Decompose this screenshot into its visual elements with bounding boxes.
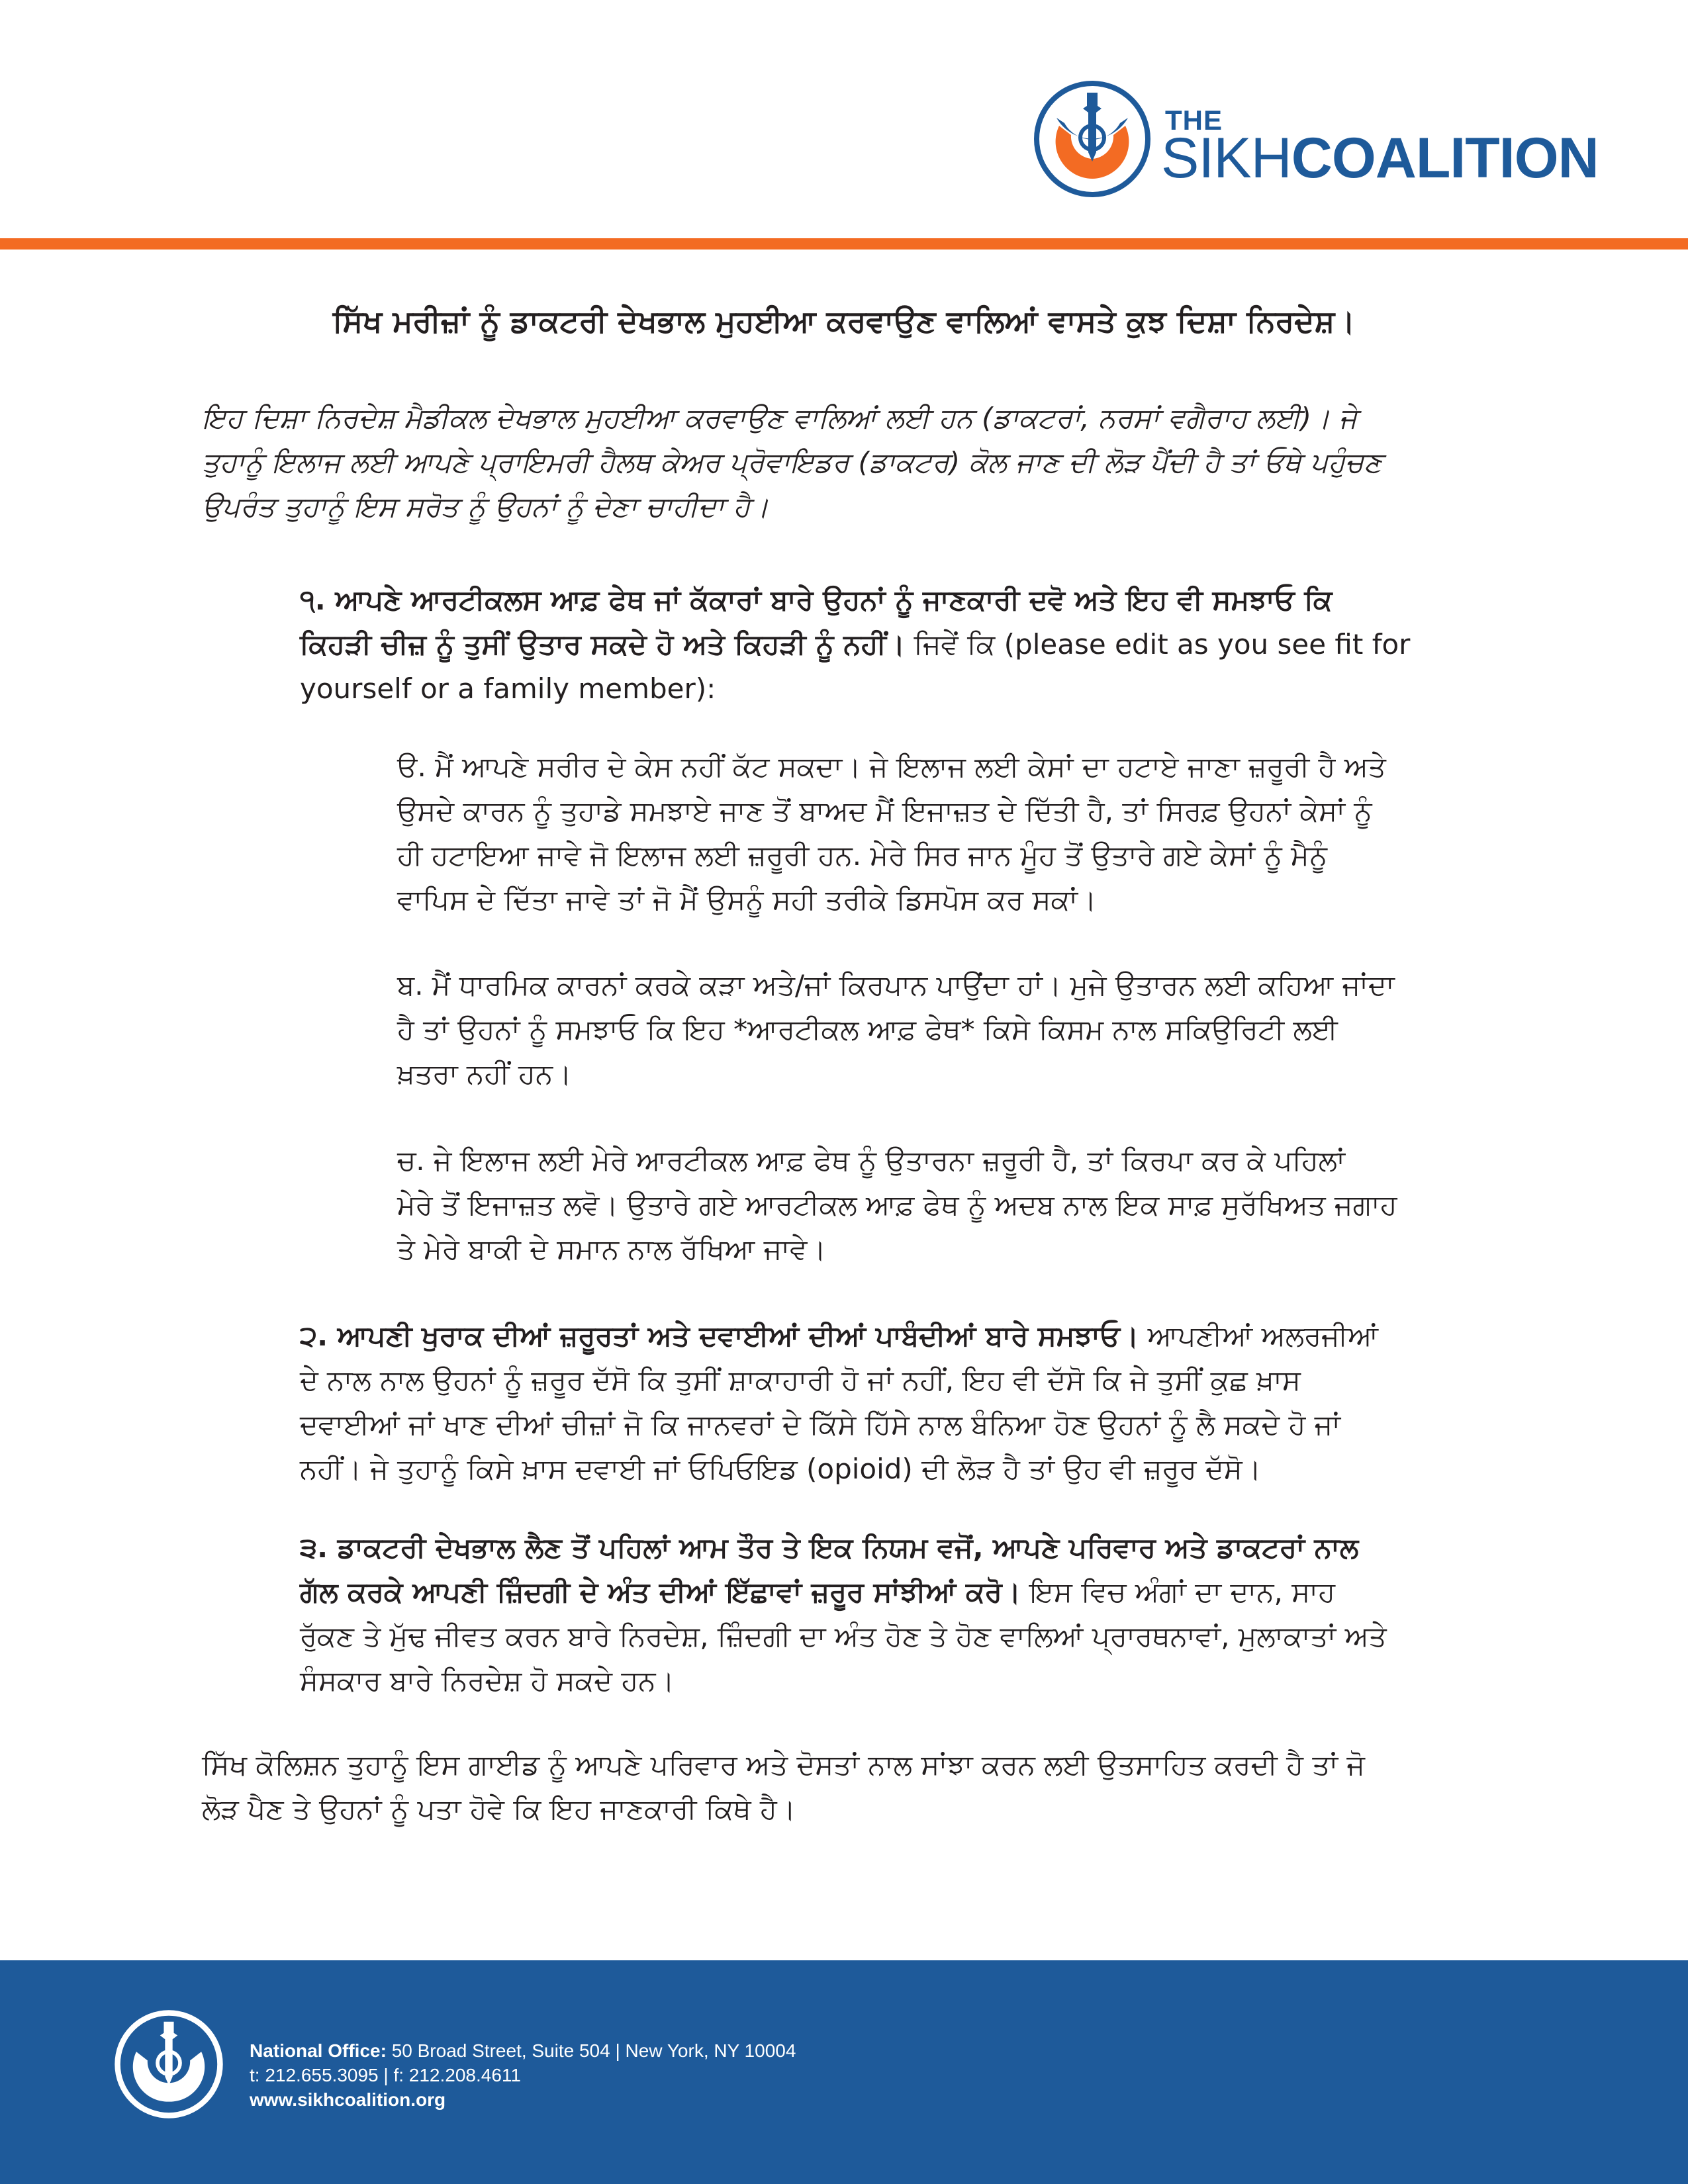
- guideline-2-line: ਨਹੀਂ। ਜੇ ਤੁਹਾਨੂੰ ਕਿਸੇ ਖ਼ਾਸ ਦਵਾਈ ਜਾਂ ਓਪਿਓਇਡ (opioid) ਦੀ ਲੋੜ ਹੈ ਤਾਂ ਉਹ ਵੀ ਜ਼ਰੂਰ ਦੱਸੋ।: [300, 1453, 1262, 1485]
- intro-line: ਉਪਰੰਤ ਤੁਹਾਨੂੰ ਇਸ ਸਰੋਤ ਨੂੰ ਉਹਨਾਂ ਨੂੰ ਦੇਣਾ ਚਾਹੀਦਾ ਹੈ।: [202, 490, 769, 523]
- intro-line: ਤੁਹਾਨੂੰ ਇਲਾਜ ਲਈ ਆਪਣੇ ਪ੍ਰਾਇਮਰੀ ਹੈਲਥ ਕੇਅਰ ਪ੍ਰੋਵਾਇਡਰ (ਡਾਕਟਰ) ਕੋਲ ਜਾਣ ਦੀ ਲੋੜ ਪੈਂਦੀ ਹੈ ਤਾਂ ਓਥੇ ਪਹੁੰਚਣ: [202, 446, 1382, 478]
- guideline-1-subitem-c: [397, 1138, 1496, 1271]
- closing-line: ਲੋੜ ਪੈਣ ਤੇ ਉਹਨਾਂ ਨੂੰ ਪਤਾ ਹੋਵੇ ਕਿ ਇਹ ਜਾਣਕਾਰੀ ਕਿਥੇ ਹੈ।: [202, 1793, 796, 1825]
- guideline-3-line: ਸੰਸਕਾਰ ਬਾਰੇ ਨਿਰਦੇਸ਼ ਹੋ ਸਕਦੇ ਹਨ।: [300, 1664, 675, 1697]
- guideline-1-text: yourself or a family member):: [300, 672, 716, 705]
- website-link[interactable]: www.sikhcoalition.org: [250, 2089, 446, 2110]
- footer: [0, 1960, 1688, 2184]
- header-divider: [0, 238, 1688, 250]
- phone-fax: t: 212.655.3095 | f: 212.208.4611: [250, 2065, 521, 2085]
- subitem-line: ੳ. ਮੈਂ ਆਪਣੇ ਸਰੀਰ ਦੇ ਕੇਸ ਨਹੀਂ ਕੱਟ ਸਕਦਾ। ਜੇ ਇਲਾਜ ਲਈ ਕੇਸਾਂ ਦਾ ਹਟਾਏ ਜਾਣਾ ਜ਼ਰੂਰੀ ਹੈ ਅਤੇ: [397, 751, 1386, 783]
- guideline-2-text: ਆਪਣੀਆਂ ਅਲਰਜੀਆਂ: [1139, 1320, 1379, 1352]
- guideline-1-heading-end: ਕਿਹੜੀ ਚੀਜ਼ ਨੂੰ ਤੁਸੀਂ ਉਤਾਰ ਸਕਦੇ ਹੋ ਅਤੇ ਕਿਹੜੀ ਨੂੰ ਨਹੀਂ।: [300, 628, 906, 660]
- guideline-1-heading: ੧. ਆਪਣੇ ਆਰਟੀਕਲਸ ਆਫ਼ ਫੇਥ ਜਾਂ ਕੱਕਾਰਾਂ ਬਾਰੇ ਉਹਨਾਂ ਨੂੰ ਜਾਣਕਾਰੀ ਦਵੋ ਅਤੇ ਇਹ ਵੀ ਸਮਝਾਓ ਕਿ: [300, 584, 1333, 616]
- subitem-line: ਤੇ ਮੇਰੇ ਬਾਕੀ ਦੇ ਸਮਾਨ ਨਾਲ ਰੱਖਿਆ ਜਾਵੇ।: [397, 1233, 826, 1265]
- logo-the-text: THE: [1165, 105, 1223, 136]
- logo-coalition-text: COALITION: [1291, 126, 1599, 190]
- footer-contact: [250, 2038, 796, 2112]
- subitem-line: ਹੀ ਹਟਾਇਆ ਜਾਵੇ ਜੋ ਇਲਾਜ ਲਈ ਜ਼ਰੂਰੀ ਹਨ. ਮੇਰੇ ਸਿਰ ਜਾਨ ਮੂੰਹ ਤੋਂ ਉਤਾਰੇ ਗਏ ਕੇਸਾਂ ਨੂੰ ਮੈਨੂੰ: [397, 839, 1328, 872]
- guideline-3-heading-end: ਗੱਲ ਕਰਕੇ ਆਪਣੀ ਜ਼ਿੰਦਗੀ ਦੇ ਅੰਤ ਦੀਆਂ ਇੱਛਾਵਾਂ ਜ਼ਰੂਰ ਸਾਂਝੀਆਂ ਕਰੋ।: [300, 1576, 1021, 1608]
- closing-line: ਸਿੱਖ ਕੋਲਿਸ਼ਨ ਤੁਹਾਨੂੰ ਇਸ ਗਾਈਡ ਨੂੰ ਆਪਣੇ ਪਰਿਵਾਰ ਅਤੇ ਦੋਸਤਾਂ ਨਾਲ ਸਾਂਝਾ ਕਰਨ ਲਈ ਉਤਸਾਹਿਤ ਕਰਦੀ ਹੈ ਤਾਂ ਜੋ: [202, 1749, 1365, 1781]
- intro-line: ਇਹ ਦਿਸ਼ਾ ਨਿਰਦੇਸ਼ ਮੈਡੀਕਲ ਦੇਖਭਾਲ ਮੁਹਈਆ ਕਰਵਾਉਣ ਵਾਲਿਆਂ ਲਈ ਹਨ (ਡਾਕਟਰਾਂ, ਨਰਸਾਂ ਵਗੈਰਾਹ ਲਈ)। ਜੇ: [202, 402, 1358, 434]
- guideline-1-text: ਜਿਵੇਂ ਕਿ (please edit as you see fit for: [905, 628, 1411, 660]
- subitem-line: ਵਾਪਿਸ ਦੇ ਦਿੱਤਾ ਜਾਵੇ ਤਾਂ ਜੋ ਮੈਂ ਉਸਨੂੰ ਸਹੀ ਤਰੀਕੇ ਡਿਸਪੋਸ ਕਰ ਸਕਾਂ।: [397, 884, 1097, 916]
- guideline-3: [300, 1525, 1498, 1703]
- guideline-3-text: ਇਸ ਵਿਚ ਅੰਗਾਂ ਦਾ ਦਾਨ, ਸਾਹ: [1021, 1576, 1335, 1608]
- guideline-1-subitem-b: [397, 963, 1496, 1096]
- guideline-2-line: ਦੇ ਨਾਲ ਨਾਲ ਉਹਨਾਂ ਨੂੰ ਜ਼ਰੂਰ ਦੱਸੋ ਕਿ ਤੁਸੀਂ ਸ਼ਾਕਾਹਾਰੀ ਹੋ ਜਾਂ ਨਹੀਂ, ਇਹ ਵੀ ਦੱਸੋ ਕਿ ਜੇ ਤੁਸੀਂ ਕੁਛ ਖ਼ਾਸ: [300, 1364, 1301, 1396]
- logo-sikh-text: SIKH: [1161, 126, 1291, 190]
- sikh-coalition-logo: [1033, 79, 1599, 199]
- khanda-emblem-icon: [113, 2008, 225, 2120]
- guideline-1: [300, 578, 1491, 711]
- logo-wordmark: [1161, 126, 1599, 191]
- subitem-line: ਖ਼ਤਰਾ ਨਹੀਂ ਹਨ।: [397, 1058, 572, 1090]
- guideline-2: [300, 1314, 1498, 1491]
- guideline-3-line: ਰੁੱਕਣ ਤੇ ਮੁੱਢ ਜੀਵਤ ਕਰਨ ਬਾਰੇ ਨਿਰਦੇਸ਼, ਜ਼ਿੰਦਗੀ ਦਾ ਅੰਤ ਹੋਣ ਤੇ ਹੋਣ ਵਾਲਿਆਂ ਪ੍ਰਾਰਥਨਾਵਾਂ, ਮੁਲਾਕਾਤਾਂ ਅਤੇ: [300, 1620, 1387, 1653]
- intro-paragraph: [202, 396, 1493, 529]
- page-title: ਸਿੱਖ ਮਰੀਜ਼ਾਂ ਨੂੰ ਡਾਕਟਰੀ ਦੇਖਭਾਲ ਮੁਹਈਆ ਕਰਵਾਉਣ ਵਾਲਿਆਂ ਵਾਸਤੇ ਕੁਝ ਦਿਸ਼ਾ ਨਿਰਦੇਸ਼।: [332, 303, 1356, 339]
- subitem-line: ਮੇਰੇ ਤੋਂ ਇਜਾਜ਼ਤ ਲਵੋ। ਉਤਾਰੇ ਗਏ ਆਰਟੀਕਲ ਆਫ਼ ਫੇਥ ਨੂੰ ਅਦਬ ਨਾਲ ਇਕ ਸਾਫ਼ ਸੁਰੱਖਿਅਤ ਜਗਾਹ: [397, 1189, 1397, 1221]
- guideline-1-subitem-a: [397, 745, 1496, 922]
- guideline-2-line: ਦਵਾਈਆਂ ਜਾਂ ਖਾਣ ਦੀਆਂ ਚੀਜ਼ਾਂ ਜੋ ਕਿ ਜਾਨਵਰਾਂ ਦੇ ਕਿੱਸੇ ਹਿੱਸੇ ਨਾਲ ਬੰਨਿਆ ਹੋਣ ਉਹਨਾਂ ਨੂੰ ਲੈ ਸਕਦੇ ਹੋ ਜਾਂ: [300, 1408, 1341, 1441]
- subitem-line: ਬ. ਮੈਂ ਧਾਰਮਿਕ ਕਾਰਨਾਂ ਕਰਕੇ ਕੜਾ ਅਤੇ/ਜਾਂ ਕਿਰਪਾਨ ਪਾਉਂਦਾ ਹਾਂ। ਮੁਜੇ ਉਤਾਰਨ ਲਈ ਕਹਿਆ ਜਾਂਦਾ: [397, 969, 1395, 1001]
- subitem-line: ਚ. ਜੇ ਇਲਾਜ ਲਈ ਮੇਰੇ ਆਰਟੀਕਲ ਆਫ਼ ਫੇਥ ਨੂੰ ਉਤਾਰਨਾ ਜ਼ਰੂਰੀ ਹੈ, ਤਾਂ ਕਿਰਪਾ ਕਰ ਕੇ ਪਹਿਲਾਂ: [397, 1144, 1345, 1177]
- closing-paragraph: [202, 1743, 1493, 1831]
- khanda-emblem-icon: [1033, 79, 1152, 199]
- guideline-3-heading: ੩. ਡਾਕਟਰੀ ਦੇਖਭਾਲ ਲੈਣ ਤੋਂ ਪਹਿਲਾਂ ਆਮ ਤੌਰ ਤੇ ਇਕ ਨਿਯਮ ਵਜੋਂ, ਆਪਣੇ ਪਰਿਵਾਰ ਅਤੇ ਡਾਕਟਰਾਂ ਨਾਲ: [300, 1531, 1359, 1564]
- subitem-line: ਹੈ ਤਾਂ ਉਹਨਾਂ ਨੂੰ ਸਮਝਾਓ ਕਿ ਇਹ *ਆਰਟੀਕਲ ਆਫ਼ ਫੇਥ* ਕਿਸੇ ਕਿਸਮ ਨਾਲ ਸਕਿਉਰਿਟੀ ਲਈ: [397, 1013, 1338, 1046]
- subitem-line: ਉਸਦੇ ਕਾਰਨ ਨੂੰ ਤੁਹਾਡੇ ਸਮਝਾਏ ਜਾਣ ਤੋਂ ਬਾਅਦ ਮੈਂ ਇਜਾਜ਼ਤ ਦੇ ਦਿੱਤੀ ਹੈ, ਤਾਂ ਸਿਰਫ਼ ਉਹਨਾਂ ਕੇਸਾਂ ਨੂੰ: [397, 795, 1372, 827]
- office-label: National Office:: [250, 2040, 387, 2061]
- guideline-2-heading: ੨. ਆਪਣੀ ਖੁਰਾਕ ਦੀਆਂ ਜ਼ਰੂਰਤਾਂ ਅਤੇ ਦਵਾਈਆਂ ਦੀਆਂ ਪਾਬੰਦੀਆਂ ਬਾਰੇ ਸਮਝਾਓ।: [300, 1320, 1139, 1352]
- office-address: 50 Broad Street, Suite 504 | New York, NY 10004: [386, 2040, 796, 2061]
